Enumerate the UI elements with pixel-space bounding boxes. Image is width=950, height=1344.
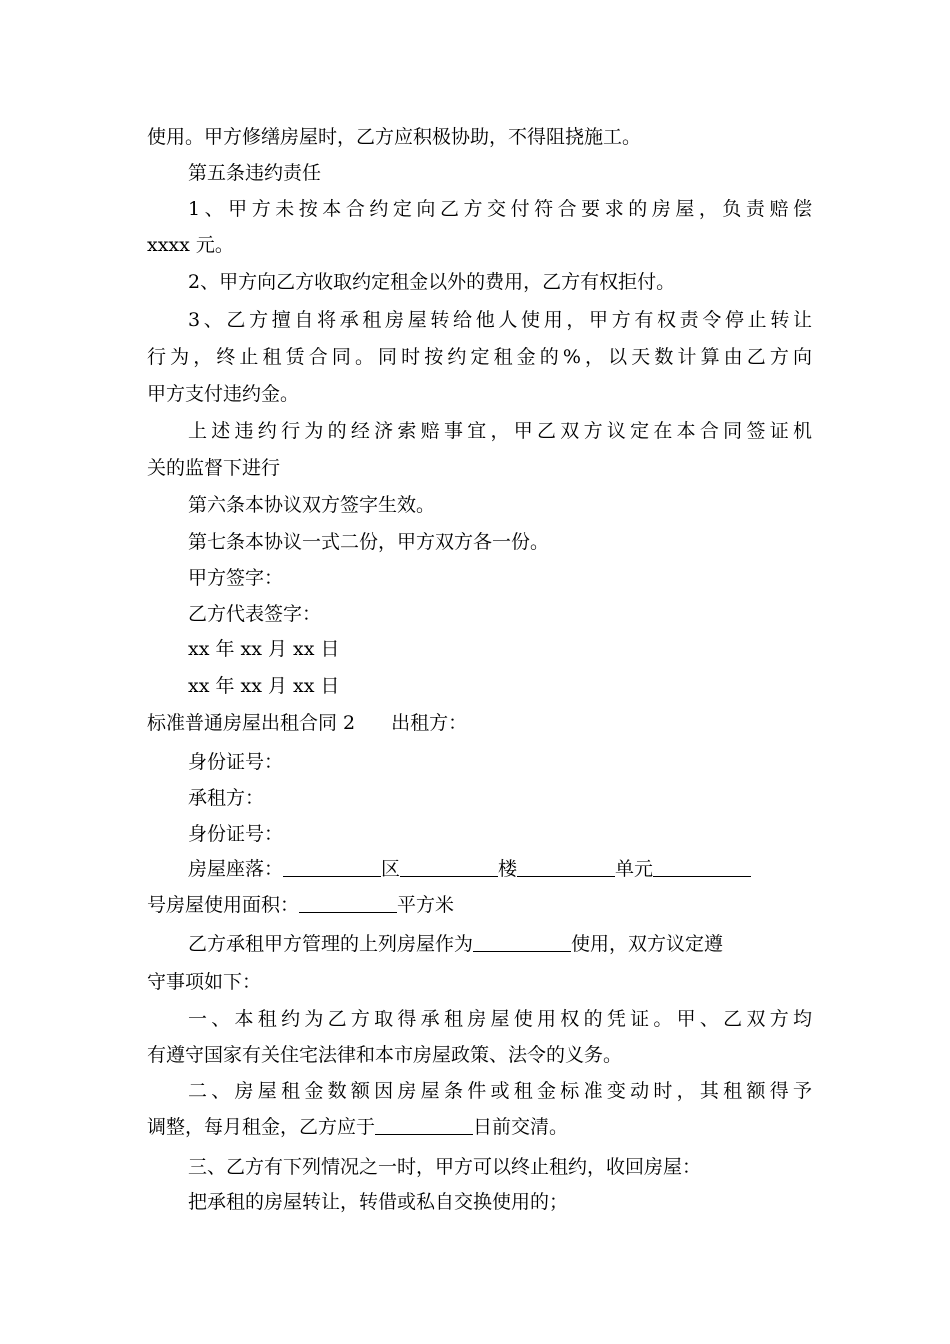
paragraph-line: xxxx 元。: [147, 234, 234, 256]
article-heading: 第五条违约责任: [188, 162, 322, 184]
paragraph-line: 守事项如下：: [147, 971, 262, 993]
id-number-label: 身份证号：: [188, 751, 284, 773]
paragraph-line: 3、乙方擅自将承租房屋转给他人使用，甲方有权责令停止转让: [188, 309, 812, 331]
fill-blank: [473, 931, 571, 952]
article-heading: 第七条本协议一式二份，甲方双方各一份。: [188, 531, 550, 553]
fill-blank: [299, 892, 397, 913]
address-line: 房屋座落： 区 楼 单元: [188, 853, 812, 885]
paragraph-line: 甲方支付违约金。: [147, 383, 300, 405]
lessee-label: 承租方：: [188, 787, 265, 809]
lessor-label: 出租方：: [391, 712, 468, 734]
paragraph-line: 有遵守国家有关住宅法律和本市房屋政策、法令的义务。: [147, 1044, 623, 1066]
paragraph-line: 1、甲方未按本合约定向乙方交付符合要求的房屋，负责赔偿: [188, 198, 812, 220]
paragraph-line: 使用。甲方修缮房屋时，乙方应积极协助，不得阻挠施工。: [147, 126, 642, 148]
paragraph-line: 上述违约行为的经济索赔事宜，甲乙双方议定在本合同签证机: [188, 420, 812, 442]
area-line: 号房屋使用面积： 平方米: [147, 894, 455, 916]
contract-title: 标准普通房屋出租合同 2: [147, 712, 356, 734]
signature-party-b: 乙方代表签字：: [188, 603, 322, 625]
paragraph-line: 行为，终止租赁合同。同时按约定租金的%，以天数计算由乙方向: [147, 346, 812, 368]
fill-blank: [517, 856, 615, 877]
fill-blank: [653, 856, 751, 877]
article-heading: 第六条本协议双方签字生效。: [188, 494, 436, 516]
fill-blank: [375, 1114, 473, 1135]
paragraph-line: 把承租的房屋转让，转借或私自交换使用的；: [188, 1191, 569, 1213]
paragraph-line: 三、乙方有下列情况之一时，甲方可以终止租约，收回房屋：: [188, 1156, 702, 1178]
paragraph-line: 2、甲方向乙方收取约定租金以外的费用，乙方有权拒付。: [188, 271, 676, 293]
date-line: xx 年 xx 月 xx 日: [188, 638, 340, 660]
paragraph-line: 关的监督下进行: [147, 457, 281, 479]
paragraph-line: 二、房屋租金数额因房屋条件或租金标准变动时，其租额得予: [188, 1080, 812, 1102]
contract-title-line: [147, 707, 812, 739]
paragraph-line: 一、本租约为乙方取得承租房屋使用权的凭证。甲、乙双方均: [188, 1008, 812, 1030]
date-line: xx 年 xx 月 xx 日: [188, 675, 340, 697]
id-number-label: 身份证号：: [188, 823, 284, 845]
fill-blank: [400, 856, 498, 877]
rent-due-line: 调整，每月租金，乙方应于 日前交清。: [147, 1116, 569, 1138]
usage-line: 乙方承租甲方管理的上列房屋作为 使用，双方议定遵: [188, 933, 724, 955]
signature-party-a: 甲方签字：: [188, 567, 284, 589]
fill-blank: [283, 856, 381, 877]
